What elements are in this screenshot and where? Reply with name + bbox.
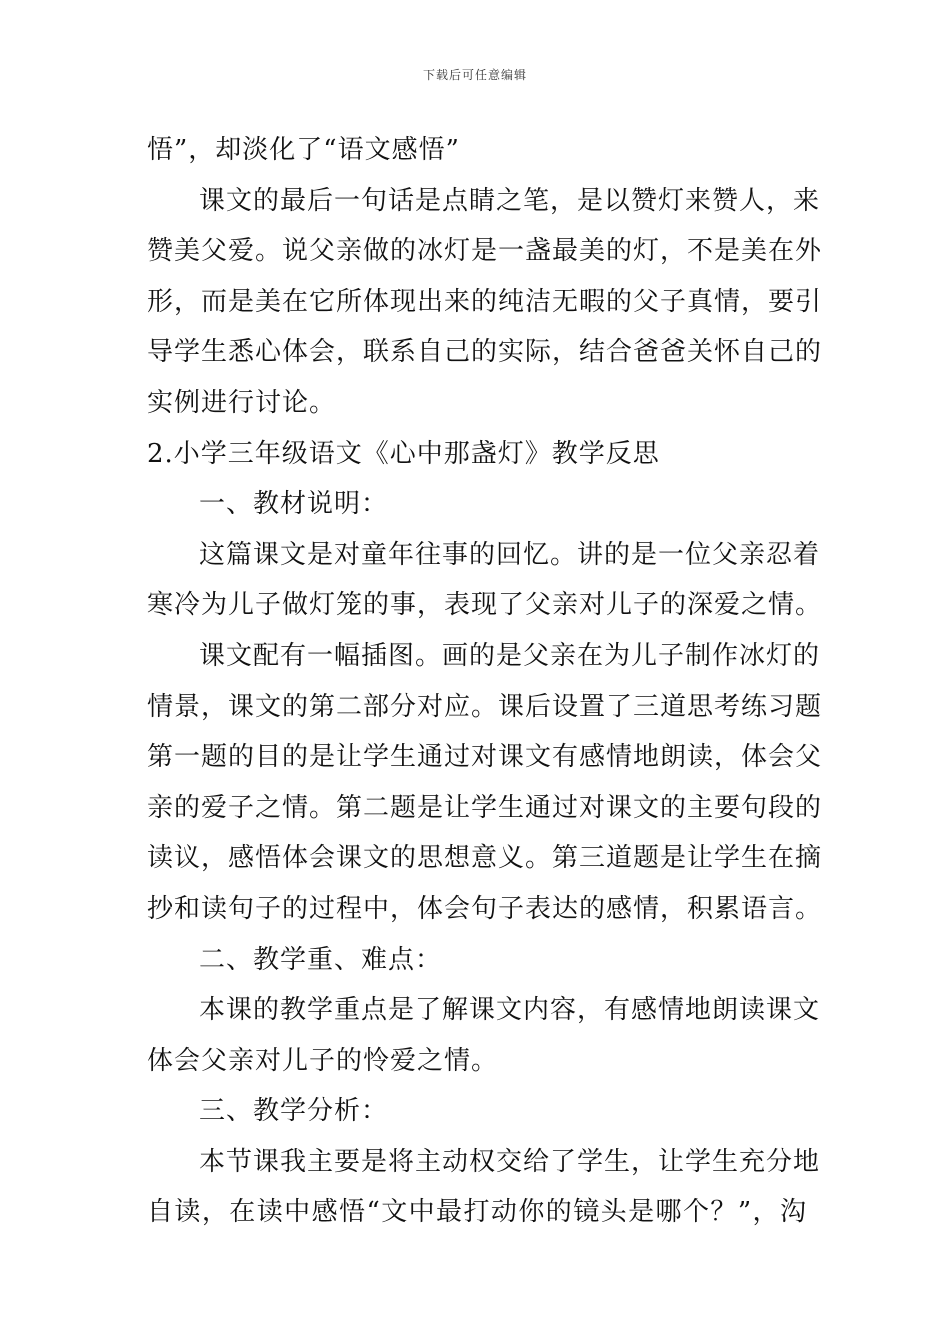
text-line: 寒冷为儿子做灯笼的事，表现了父亲对儿子的深爱之情。 [147, 590, 823, 621]
text-line: 读议，感悟体会课文的思想意义。第三道题是让学生在摘 [147, 843, 823, 874]
text-line: 二、教学重、难点： [199, 944, 443, 975]
page-header: 下载后可任意编辑 [422, 68, 527, 82]
text-line: 抄和读句子的过程中，体会句子表达的感情，积累语言。 [147, 893, 823, 924]
text-line: 本节课我主要是将主动权交给了学生，让学生充分地 [199, 1146, 821, 1177]
text-line: 本课的教学重点是了解课文内容，有感情地朗读课文 [199, 995, 821, 1026]
text-line: 三、教学分析： [199, 1096, 389, 1127]
text-line: 赞美父爱。说父亲做的冰灯是一盏最美的灯，不是美在外 [147, 236, 823, 267]
text-line: 悟”，却淡化了“语文感悟” [147, 135, 460, 165]
text-line: 亲的爱子之情。第二题是让学生通过对课文的主要句段的 [147, 792, 823, 823]
text-line: 课文的最后一句话是点睛之笔，是以赞灯来赞人，来 [199, 185, 821, 216]
text-line: 体会父亲对儿子的怜爱之情。 [147, 1045, 499, 1076]
document-body [147, 125, 823, 1238]
text-line: 这篇课文是对童年往事的回忆。讲的是一位父亲忍着 [199, 539, 821, 570]
text-line: 情景，课文的第二部分对应。课后设置了三道思考练习题 [147, 691, 823, 722]
text-line: 一、教材说明： [199, 489, 389, 520]
text-line: 2.小学三年级语文《心中那盏灯》教学反思 [147, 438, 660, 469]
text-line: 导学生悉心体会，联系自己的实际，结合爸爸关怀自己的 [147, 337, 823, 368]
text-line: 实例进行讨论。 [147, 387, 337, 418]
text-line: 形，而是美在它所体现出来的纯洁无暇的父子真情，要引 [147, 286, 823, 317]
text-line: 第一题的目的是让学生通过对课文有感情地朗读，体会父 [147, 742, 823, 773]
text-line: 自读，在读中感悟“文中最打动你的镜头是哪个？”，沟 [147, 1197, 807, 1228]
text-line: 课文配有一幅插图。画的是父亲在为儿子制作冰灯的 [199, 640, 821, 671]
